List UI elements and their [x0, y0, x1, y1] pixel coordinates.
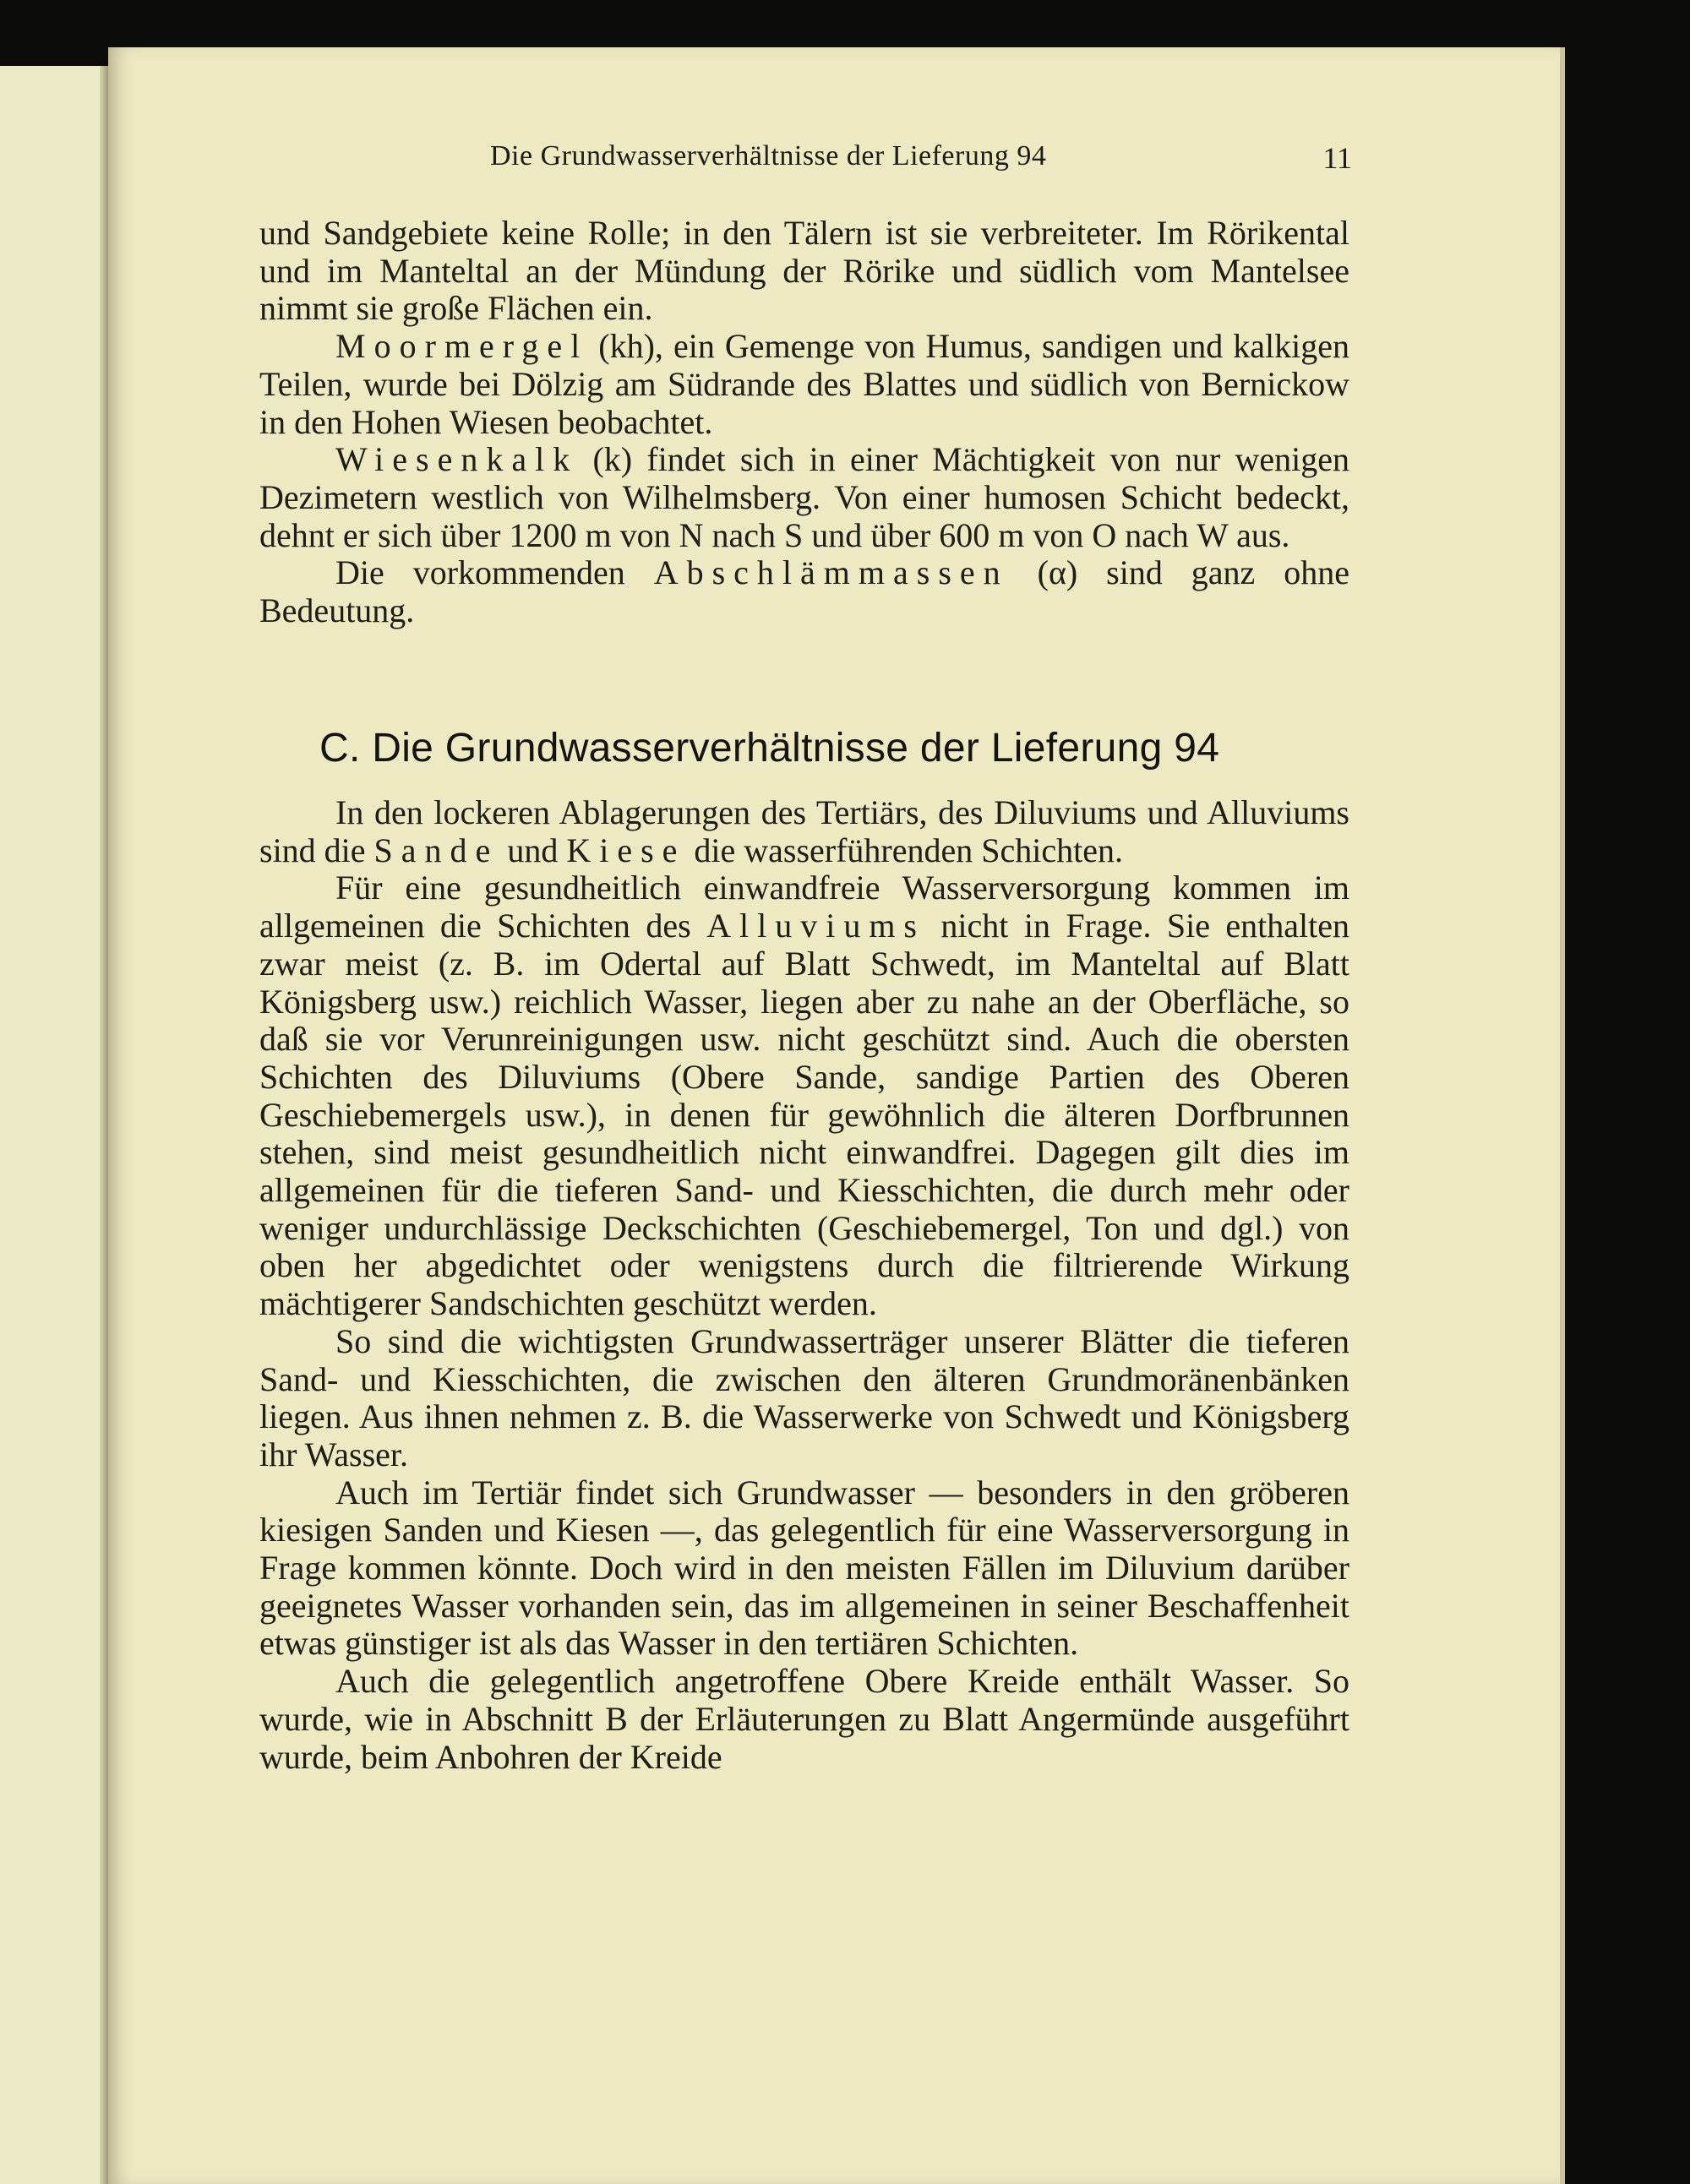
paragraph: So sind die wichtigsten Grundwasserträger unserer Blätter die tieferen Sand- und Kiesschichten, die zwischen den älteren Grundmoränenbänken liegen. Aus ihnen nehmen z. B. die Wasserwerke von Schwedt und Königsberg ihr Wasser.: [259, 1321, 1349, 1473]
spaced-term: Wiesenkalk: [335, 440, 579, 479]
page-fold: [100, 66, 108, 2184]
spaced-term: Alluviums: [706, 907, 925, 945]
facing-page-edge: [0, 66, 108, 2184]
paragraph: Auch im Tertiär findet sich Grundwasser — besonders in den gröberen kiesigen Sanden und Kiesen —, das gelegentlich für eine Wasserversorgung in Frage kommen könnte. Doch wird in den meisten Fällen im Diluvium darüber geeignetes Wasser vorhanden sein, das im allgemeinen in seiner Beschaffenheit etwas günstiger ist als das Wasser in den tertiären Schichten.: [259, 1473, 1349, 1663]
paragraph: Die vorkommenden Abschlämmassen (α) sind ganz ohne Bedeutung.: [259, 553, 1350, 630]
page-number: 11: [1322, 141, 1352, 175]
paragraph: Moormergel (kh), ein Gemenge von Humus, sandigen und kalkigen Teilen, wurde bei Dölzig am Südrande des Blattes und südlich von Bernickow in den Hohen Wiesen beobachtet.: [259, 327, 1349, 441]
spaced-term: Moormergel: [335, 327, 589, 366]
paragraph: Auch die gelegentlich angetroffene Obere Kreide enthält Wasser. So wurde, wie in Abschnitt B der Erläuterungen zu Blatt Angermünde ausgeführt wurde, beim Anbohren der Kreide: [259, 1662, 1349, 1776]
text-block-after-heading: [259, 794, 1349, 1776]
text-block-before-heading: [259, 215, 1349, 630]
paragraph: und Sandgebiete keine Rolle; in den Tälern ist sie verbreiteter. Im Rörikental und im Manteltal an der Mündung der Rörike und südlich vom Mantelsee nimmt sie große Flächen ein.: [259, 214, 1349, 328]
spaced-term: Abschlämmassen: [653, 553, 1009, 592]
paragraph: In den lockeren Ablagerungen des Tertiärs, des Diluviums und Alluviums sind die Sande und Kiese die wasserführenden Schichten.: [259, 793, 1349, 869]
running-header: [490, 140, 1352, 186]
spaced-term: Sande: [373, 831, 499, 869]
section-heading: C. Die Grundwasserverhältnisse der Lieferung 94: [319, 726, 1220, 771]
paragraph: Wiesenkalk (k) findet sich in einer Mächtigkeit von nur wenigen Dezimetern westlich von Wilhelmsberg. Von einer humosen Schicht bedeckt, dehnt er sich über 1200 m von N nach S und über 600 m von O nach W aus.: [259, 440, 1349, 554]
paragraph: Für eine gesundheitlich einwandfreie Wasserversorgung kommen im allgemeinen die Schichten des Alluviums nicht in Frage. Sie enthalten zwar meist (z. B. im Odertal auf Blatt Schwedt, im Manteltal auf Blatt Königsberg usw.) reichlich Wasser, liegen aber zu nahe an der Oberfläche, so daß sie vor Verunreinigungen usw. nicht geschützt sind. Auch die obersten Schichten des Diluviums (Obere Sande, sandige Partien des Oberen Geschiebemergels usw.), in denen für gewöhnlich die älteren Dorfbrunnen stehen, sind meist gesundheitlich nicht einwandfrei. Dagegen gilt dies im allgemeinen für die tieferen Sand- und Kiesschichten, die durch mehr oder weniger undurchlässige Deckschichten (Geschiebemergel, Ton und dgl.) von oben her abgedichtet oder wenigstens durch die filtrierende Wirkung mächtigerer Sandschichten geschützt werden.: [259, 869, 1350, 1323]
running-title: Die Grundwasserverhältnisse der Lieferung 94: [490, 140, 1047, 172]
page-edge: [1560, 47, 1565, 2184]
spaced-term: Kiese: [566, 831, 686, 869]
